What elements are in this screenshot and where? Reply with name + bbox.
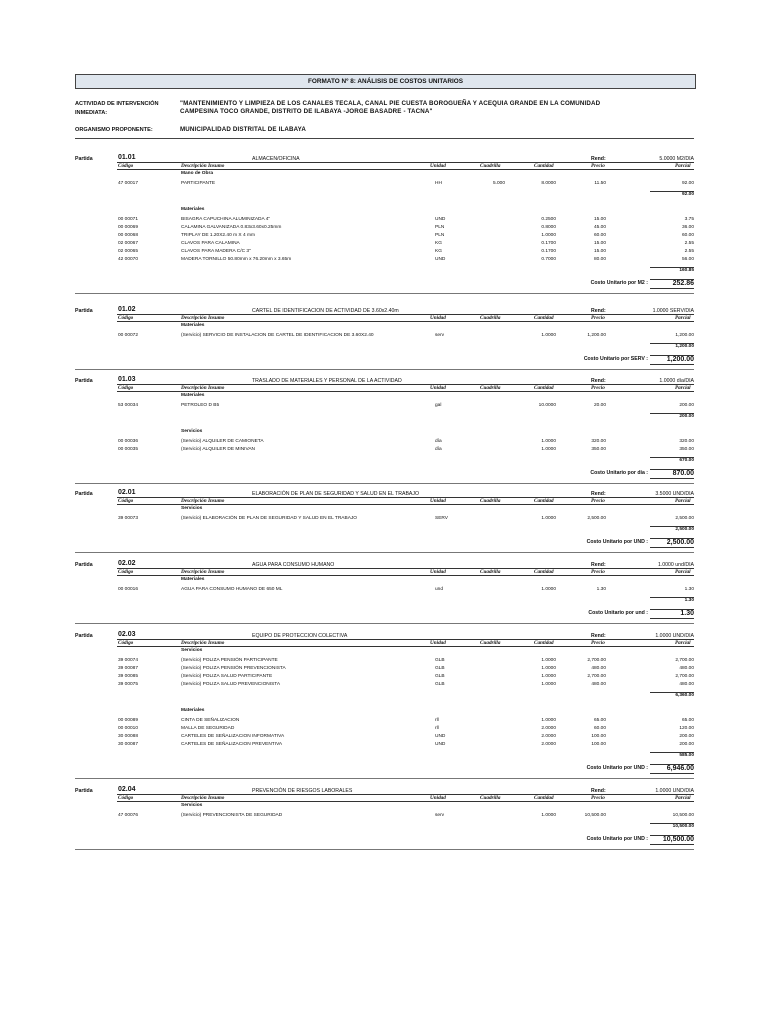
table-row [0, 726, 768, 733]
column-header-description: Descripción Insumo [181, 163, 225, 169]
column-header-quantity: Cantidad [534, 569, 554, 575]
unit-cost-label: Costo Unitario por UND : [586, 765, 648, 771]
table-row [0, 225, 768, 232]
row-price: 100.00 [591, 742, 606, 747]
column-header-price: Precio [591, 163, 605, 169]
row-unit: serv [435, 813, 445, 818]
row-description: (Servicio) SERVICIO DE INSTALACION DE CARTEL DE IDENTIFICACION DE 3.60X2.40 [181, 333, 374, 338]
column-header-quantity: Cantidad [534, 640, 554, 646]
column-header-unit: Unidad [430, 163, 446, 169]
table-row [0, 734, 768, 741]
section-name: Servicios [181, 648, 203, 653]
column-header-unit: Unidad [430, 640, 446, 646]
unit-cost-value: 1,200.00 [650, 355, 694, 365]
actividad-line-1: "MANTENIMIENTO Y LIMPIEZA DE LOS CANALES TECALA, CANAL PIE CUESTA BOROGUEÑA Y ACEQUIA GRANDE EN LA COMUNIDAD [180, 100, 601, 107]
row-quantity: 1.0000 [541, 516, 556, 521]
table-row [0, 587, 768, 594]
row-price: 320.00 [591, 439, 606, 444]
row-price: 2,700.00 [587, 674, 606, 679]
row-partial: 350.00 [679, 447, 694, 452]
unit-cost-value: 6,946.00 [650, 764, 694, 774]
section-subtotal: 1,200.00 [650, 343, 694, 349]
partida-divider [75, 778, 694, 779]
column-header-quantity: Cantidad [534, 795, 554, 801]
partida-description: CARTEL DE IDENTIFICACION DE ACTIVIDAD DE 3.60x2.40m [252, 308, 399, 314]
row-unit: HH [435, 181, 442, 186]
row-partial: 2,500.00 [675, 516, 694, 521]
row-description: CARTELES DE SEÑALIZACION INFORMATIVA [181, 734, 285, 739]
row-quantity: 2.0000 [541, 742, 556, 747]
row-description: (Servicio) ALQUILER DE MINIVAN [181, 447, 256, 452]
column-header-code: Código [118, 315, 134, 321]
column-header-price: Precio [591, 315, 605, 321]
row-code: 53 00034 [118, 403, 139, 408]
row-price: 480.00 [591, 666, 606, 671]
row-quantity: 1.0000 [541, 682, 556, 687]
row-code: 39 00087 [118, 666, 139, 671]
row-crew: 5.000 [492, 181, 505, 186]
section-name: Materiales [181, 708, 205, 713]
row-quantity: 0.2500 [541, 217, 556, 222]
section-name: Mano de Obra [181, 171, 213, 176]
rend-value: 5.0000 M2/DIA [659, 156, 694, 162]
table-row [0, 674, 768, 681]
column-header-partial: Parcial [675, 385, 691, 391]
row-description: TRIPLAY DE 1.20X2.40 m X 4 mm [181, 233, 255, 238]
header-divider [75, 138, 694, 139]
row-partial: 480.00 [679, 666, 694, 671]
row-description: (Servicio) POLIZA SALUD PREVENCIONISTA [181, 682, 281, 687]
row-quantity: 1.0000 [541, 718, 556, 723]
column-header-quantity: Cantidad [534, 498, 554, 504]
partida-label: Partida [75, 308, 93, 314]
row-partial: 480.00 [679, 682, 694, 687]
column-header-crew: Cuadrilla [480, 569, 501, 575]
row-code: 00 00068 [118, 233, 139, 238]
table-row [0, 249, 768, 256]
column-header-description: Descripción Insumo [181, 498, 225, 504]
row-code: 00 00089 [118, 718, 139, 723]
table-row [0, 333, 768, 340]
header-line-bottom [117, 646, 694, 647]
row-quantity: 1.0000 [541, 447, 556, 452]
row-description: (Servicio) POLIZA PENSIÓN PREVENCIONISTA [181, 666, 286, 671]
row-code: 47 00076 [118, 813, 139, 818]
row-description: (Servicio) PREVENCIONISTA DE SEGURIDAD [181, 813, 283, 818]
unit-cost-value: 870.00 [650, 469, 694, 479]
row-unit: gal [435, 403, 442, 408]
row-code: 00 00071 [118, 217, 139, 222]
row-quantity: 1.0000 [541, 587, 556, 592]
row-code: 00 00010 [118, 726, 139, 731]
column-header-price: Precio [591, 498, 605, 504]
row-code: 02 00065 [118, 249, 139, 254]
column-header-code: Código [118, 498, 134, 504]
row-unit: UND [435, 734, 446, 739]
column-header-crew: Cuadrilla [480, 795, 501, 801]
unit-cost-value: 10,500.00 [650, 835, 694, 845]
partida-label: Partida [75, 491, 93, 497]
table-row [0, 718, 768, 725]
row-partial: 92.00 [681, 181, 694, 186]
row-price: 1.30 [596, 587, 606, 592]
row-code: 00 00072 [118, 333, 139, 338]
column-header-quantity: Cantidad [534, 315, 554, 321]
column-header-price: Precio [591, 640, 605, 646]
column-header-code: Código [118, 569, 134, 575]
section-subtotal: 670.00 [650, 457, 694, 463]
row-quantity: 0.7000 [541, 257, 556, 262]
unit-cost-label: Costo Unitario por M2 : [590, 280, 648, 286]
section-subtotal: 2,500.00 [650, 526, 694, 532]
row-partial: 1,200.00 [675, 333, 694, 338]
column-header-unit: Unidad [430, 315, 446, 321]
row-quantity: 1.0000 [541, 658, 556, 663]
row-unit: und [435, 587, 444, 592]
row-price: 2,700.00 [587, 658, 606, 663]
row-description: MALLA DE SEGURIDAD [181, 726, 235, 731]
row-description: (Servicio) POLIZA PENSIÓN PARTICIPANTE [181, 658, 278, 663]
unit-cost-label: Costo Unitario por UND : [586, 539, 648, 545]
column-header-code: Código [118, 385, 134, 391]
unit-cost-value: 252.86 [650, 279, 694, 289]
rend-value: 1.0000 UND/DIA [655, 788, 694, 794]
row-quantity: 1.0000 [541, 813, 556, 818]
row-unit: GLB [435, 666, 445, 671]
section-name: Materiales [181, 207, 205, 212]
partida-description: EQUIPO DE PROTECCION COLECTIVA [252, 633, 348, 639]
row-unit: día [435, 439, 442, 444]
partida-description: ALMACEN/OFICINA [252, 156, 300, 162]
partida-label: Partida [75, 633, 93, 639]
partida-description: PREVENCIÓN DE RIESGOS LABORALES [252, 788, 353, 794]
partida-divider [75, 623, 694, 624]
row-partial: 3.75 [684, 217, 694, 222]
row-price: 80.00 [593, 257, 606, 262]
partida-label: Partida [75, 156, 93, 162]
header-line-bottom [117, 575, 694, 576]
unit-cost-value: 2,500.00 [650, 538, 694, 548]
row-partial: 60.00 [681, 233, 694, 238]
rend-label: Rend: [591, 562, 606, 568]
table-row [0, 742, 768, 749]
column-header-crew: Cuadrilla [480, 163, 501, 169]
row-code: 42 00070 [118, 257, 139, 262]
row-partial: 56.00 [681, 257, 694, 262]
column-header-quantity: Cantidad [534, 163, 554, 169]
section-name: Materiales [181, 393, 205, 398]
table-row [0, 682, 768, 689]
table-row [0, 813, 768, 820]
section-name: Servicios [181, 803, 203, 808]
row-unit: UND [435, 217, 446, 222]
rend-value: 1.0000 SERV/DIA [652, 308, 694, 314]
rend-value: 1.0000 UND/DIA [655, 633, 694, 639]
row-code: 30 00088 [118, 734, 139, 739]
row-price: 15.00 [593, 249, 606, 254]
table-row [0, 447, 768, 454]
section-subtotal: 585.00 [650, 752, 694, 758]
section-subtotal: 1.30 [650, 597, 694, 603]
unit-cost-label: Costo Unitario por SERV : [583, 356, 648, 362]
row-description: PETROLEO D B5 [181, 403, 220, 408]
row-quantity: 0.1700 [541, 249, 556, 254]
row-code: 00 00069 [118, 225, 139, 230]
row-price: 100.00 [591, 734, 606, 739]
partida-label: Partida [75, 562, 93, 568]
partida-divider [75, 552, 694, 553]
column-header-crew: Cuadrilla [480, 498, 501, 504]
partida-code: 02.03 [118, 631, 136, 638]
row-unit: KG [435, 249, 442, 254]
row-price: 11.50 [594, 181, 606, 186]
column-header-crew: Cuadrilla [480, 315, 501, 321]
row-description: MADERA TORNILLO 50.80mm x 76.20mm x 3.65m [181, 257, 292, 262]
partida-label: Partida [75, 788, 93, 794]
column-header-code: Código [118, 163, 134, 169]
column-header-price: Precio [591, 385, 605, 391]
column-header-partial: Parcial [675, 795, 691, 801]
section-name: Materiales [181, 577, 205, 582]
row-quantity: 8.0000 [541, 181, 556, 186]
column-header-partial: Parcial [675, 569, 691, 575]
row-partial: 2.55 [684, 241, 694, 246]
row-unit: GLB [435, 682, 445, 687]
row-price: 2,500.00 [587, 516, 606, 521]
row-unit: UND [435, 742, 446, 747]
row-unit: rll [435, 726, 439, 731]
column-header-unit: Unidad [430, 569, 446, 575]
row-price: 350.00 [591, 447, 606, 452]
unit-cost-label: Costo Unitario por und : [588, 610, 648, 616]
header-line-bottom [117, 169, 694, 170]
section-name: Servicios [181, 429, 203, 434]
row-quantity: 0.1700 [541, 241, 556, 246]
row-code: 39 00085 [118, 674, 139, 679]
row-partial: 200.00 [679, 403, 694, 408]
section-subtotal: 10,500.00 [650, 823, 694, 829]
table-row [0, 658, 768, 665]
column-header-unit: Unidad [430, 385, 446, 391]
rend-label: Rend: [591, 308, 606, 314]
partida-code: 02.02 [118, 560, 136, 567]
row-code: 00 00035 [118, 447, 139, 452]
row-unit: UND [435, 257, 446, 262]
partida-description: TRASLADO DE MATERIALES Y PERSONAL DE LA ACTIVIDAD [252, 378, 402, 384]
row-price: 65.00 [593, 718, 606, 723]
rend-value: 3.5000 UND/DIA [655, 491, 694, 497]
rend-label: Rend: [591, 633, 606, 639]
row-partial: 320.00 [679, 439, 694, 444]
partida-divider [75, 369, 694, 370]
rend-label: Rend: [591, 378, 606, 384]
row-quantity: 2.0000 [541, 726, 556, 731]
partida-label: Partida [75, 378, 93, 384]
table-row [0, 257, 768, 264]
rend-label: Rend: [591, 156, 606, 162]
column-header-code: Código [118, 795, 134, 801]
column-header-description: Descripción Insumo [181, 569, 225, 575]
row-price: 1,200.00 [587, 333, 606, 338]
column-header-code: Código [118, 640, 134, 646]
actividad-label-1: ACTIVIDAD DE INTERVENCIÓN [75, 101, 159, 107]
partida-divider [75, 849, 694, 850]
row-partial: 200.00 [679, 742, 694, 747]
column-header-unit: Unidad [430, 498, 446, 504]
row-price: 60.00 [593, 726, 606, 731]
section-subtotal: 6,360.00 [650, 692, 694, 698]
column-header-partial: Parcial [675, 498, 691, 504]
row-price: 45.00 [593, 225, 606, 230]
row-partial: 120.00 [679, 726, 694, 731]
row-quantity: 1.0000 [541, 439, 556, 444]
table-row [0, 241, 768, 248]
header-line-bottom [117, 391, 694, 392]
partida-code: 02.01 [118, 489, 136, 496]
row-unit: rll [435, 718, 439, 723]
header-line-bottom [117, 321, 694, 322]
row-quantity: 1.0000 [541, 233, 556, 238]
column-header-price: Precio [591, 795, 605, 801]
row-unit: PLN [435, 233, 445, 238]
row-unit: PLN [435, 225, 445, 230]
row-price: 20.00 [593, 403, 606, 408]
row-description: CLAVOS PARA CALAMINA [181, 241, 240, 246]
row-price: 10,500.00 [584, 813, 606, 818]
table-row [0, 516, 768, 523]
row-partial: 2,700.00 [675, 658, 694, 663]
table-row [0, 403, 768, 410]
partida-description: AGUA PARA CONSUMO HUMANO [252, 562, 335, 568]
column-header-crew: Cuadrilla [480, 385, 501, 391]
row-unit: serv [435, 333, 445, 338]
row-price: 15.00 [593, 241, 606, 246]
row-code: 47 00017 [118, 181, 139, 186]
rend-label: Rend: [591, 788, 606, 794]
row-partial: 10,500.00 [672, 813, 694, 818]
partida-code: 02.04 [118, 786, 136, 793]
row-partial: 65.00 [681, 718, 694, 723]
row-quantity: 10.0000 [538, 403, 556, 408]
row-price: 480.00 [591, 682, 606, 687]
row-quantity: 1.0000 [541, 333, 556, 338]
column-header-crew: Cuadrilla [480, 640, 501, 646]
header-line-bottom [117, 504, 694, 505]
column-header-price: Precio [591, 569, 605, 575]
unit-cost-label: Costo Unitario por día : [590, 470, 648, 476]
column-header-description: Descripción Insumo [181, 315, 225, 321]
row-unit: KG [435, 241, 442, 246]
unit-cost-label: Costo Unitario por UND : [586, 836, 648, 842]
row-unit: SERV [435, 516, 448, 521]
row-code: 02 00067 [118, 241, 139, 246]
row-description: CLAVOS PARA MADERA C/C 3" [181, 249, 251, 254]
row-quantity: 1.0000 [541, 666, 556, 671]
row-partial: 2,700.00 [675, 674, 694, 679]
section-subtotal: 92.00 [650, 191, 694, 197]
row-description: BISAGRA CAPUCHINA ALUMINIZADA 4" [181, 217, 271, 222]
partida-code: 01.02 [118, 306, 136, 313]
row-price: 15.00 [593, 217, 606, 222]
table-row [0, 181, 768, 188]
row-unit: GLB [435, 658, 445, 663]
section-name: Servicios [181, 506, 203, 511]
row-description: CINTA DE SEÑALIZACION [181, 718, 240, 723]
row-description: AGUA PARA CONSUMO HUMANO DE 650 ML [181, 587, 283, 592]
row-partial: 200.00 [679, 734, 694, 739]
column-header-partial: Parcial [675, 315, 691, 321]
organismo-value: MUNICIPALIDAD DISTRITAL DE ILABAYA [180, 126, 306, 133]
row-partial: 2.55 [684, 249, 694, 254]
row-code: 39 00075 [118, 682, 139, 687]
row-code: 00 00016 [118, 587, 139, 592]
row-description: (Servicio) POLIZA SALUD PARTICIPANTE [181, 674, 273, 679]
row-unit: día [435, 447, 442, 452]
row-code: 00 00036 [118, 439, 139, 444]
row-partial: 36.00 [681, 225, 694, 230]
table-row [0, 439, 768, 446]
partida-description: ELABORACIÓN DE PLAN DE SEGURIDAD Y SALUD EN EL TRABAJO [252, 491, 420, 497]
partida-divider [75, 293, 694, 294]
row-quantity: 0.8000 [541, 225, 556, 230]
actividad-line-2: CAMPESINA TOCO GRANDE, DISTRITO DE ILABAYA -JORGE BASADRE - TACNA" [180, 108, 433, 115]
section-name: Materiales [181, 323, 205, 328]
table-row [0, 217, 768, 224]
row-partial: 1.30 [684, 587, 694, 592]
row-code: 39 00073 [118, 516, 139, 521]
organismo-label: ORGANISMO PROPONENTE: [75, 127, 153, 133]
column-header-description: Descripción Insumo [181, 385, 225, 391]
rend-value: 1.0000 día/DIA [659, 378, 694, 384]
row-price: 60.00 [593, 233, 606, 238]
row-description: PARTICIPANTE [181, 181, 216, 186]
column-header-quantity: Cantidad [534, 385, 554, 391]
column-header-partial: Parcial [675, 640, 691, 646]
actividad-label-2: INMEDIATA: [75, 110, 108, 116]
table-row [0, 666, 768, 673]
row-unit: GLB [435, 674, 445, 679]
partida-code: 01.01 [118, 154, 136, 161]
row-code: 30 00087 [118, 742, 139, 747]
column-header-description: Descripción Insumo [181, 795, 225, 801]
section-subtotal: 160.85 [650, 267, 694, 273]
partida-divider [75, 483, 694, 484]
partida-code: 01.03 [118, 376, 136, 383]
row-description: CALAMINA GALVANIZADA 0.83x3.60x0.25mm [181, 225, 282, 230]
format-title: FORMATO Nº 8: ANÁLISIS DE COSTOS UNITARIOS [75, 74, 696, 89]
column-header-partial: Parcial [675, 163, 691, 169]
rend-value: 1.0000 und/DIA [657, 562, 694, 568]
rend-label: Rend: [591, 491, 606, 497]
row-description: (Servicio) ELABORACIÓN DE PLAN DE SEGURIDAD Y SALUD EN EL TRABAJO [181, 516, 358, 521]
unit-cost-value: 1.30 [650, 609, 694, 619]
column-header-unit: Unidad [430, 795, 446, 801]
row-code: 39 00074 [118, 658, 139, 663]
section-subtotal: 200.00 [650, 413, 694, 419]
header-line-bottom [117, 801, 694, 802]
table-row [0, 233, 768, 240]
row-quantity: 1.0000 [541, 674, 556, 679]
row-description: (Servicio) ALQUILER DE CAMIONETA [181, 439, 264, 444]
column-header-description: Descripción Insumo [181, 640, 225, 646]
row-description: CARTELES DE SEÑALIZACION PREVENTIVA [181, 742, 283, 747]
row-quantity: 2.0000 [541, 734, 556, 739]
